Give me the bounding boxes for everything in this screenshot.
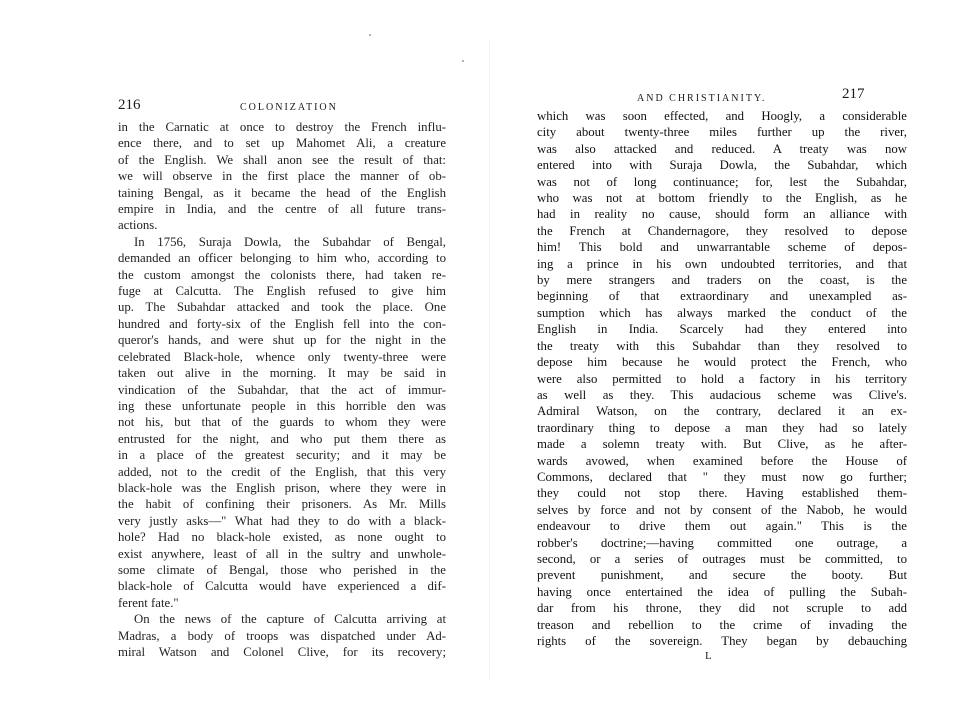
text-line: sumption which has always marked the conduct of the (537, 305, 907, 320)
text-line: taken out alive in the morning. It may be said in (118, 366, 446, 381)
text-line: beginning of that extraordinary and unexampled as- (537, 289, 907, 304)
text-line: the French at Chandernagore, they resolved to depose (537, 223, 907, 238)
text-line: Madras, a body of troops was dispatched under Ad- (118, 628, 446, 643)
text-line: taining Bengal, as it became the head of the English (118, 185, 446, 200)
text-line: was not of long continuance; for, lest the Subahdar, (537, 174, 907, 189)
right-body-text (537, 108, 907, 649)
text-line: In 1756, Suraja Dowla, the Subahdar of Bengal, (134, 234, 446, 249)
text-line: On the news of the capture of Calcutta arriving at (134, 612, 446, 627)
text-line: as well as they. This audacious scheme was Clive's. (537, 387, 907, 402)
text-line: him! This bold and unwarrantable scheme of depos- (537, 240, 907, 255)
text-line: rights of the sovereign. They began by debauching (537, 634, 907, 648)
text-line: traordinary thing to depose a man they had so lately (537, 420, 907, 435)
text-line: some climate of Bengal, those who perished in the (118, 562, 446, 577)
running-title: COLONIZATION (240, 102, 338, 113)
text-line: entrusted for the night, and who put them there as (118, 431, 446, 446)
text-line: endeavour to drive them out again." This is the (537, 519, 907, 534)
text-line: in a place of the greatest security; and it may be (118, 448, 446, 463)
right-page (490, 0, 980, 717)
text-line: second, or a series of outrages must be committed, to (537, 551, 907, 566)
text-line: were also permitted to hold a factory in his territory (537, 371, 907, 386)
text-line: the habit of confining their prisoners. As Mr. Mills (118, 497, 446, 512)
text-line: black-hole of Calcutta would have experienced a dif- (118, 579, 446, 594)
text-line: exist anywhere, least of all in the sultry and unwhole- (118, 546, 446, 561)
text-line: demanded an officer belonging to him who, according to (118, 251, 446, 266)
text-line: hole? Had no black-hole existed, as none ought to (118, 530, 446, 545)
text-line: ferent fate." (118, 595, 179, 610)
text-line: they could not stop there. Having established them- (537, 486, 907, 501)
signature-mark: L (705, 650, 713, 662)
text-line: by mere strangers and traders on the coast, is the (537, 273, 907, 288)
text-line: depose him because he would protect the French, who (537, 355, 907, 370)
text-line: had in reality no cause, should form an alliance with (537, 207, 907, 222)
text-line: miral Watson and Colonel Clive, for its recovery; (118, 645, 446, 659)
text-line: of the English. We shall anon see the result of that: (118, 152, 446, 167)
text-line: empire in India, and the centre of all future trans- (118, 202, 446, 217)
text-line: fuge at Calcutta. The English refused to give him (118, 284, 446, 299)
text-line: robber's doctrine;—having committed one outrage, a (537, 535, 907, 550)
running-title: AND CHRISTIANITY. (637, 93, 767, 104)
page-number: 217 (842, 86, 865, 102)
paper-speck (369, 34, 371, 36)
text-line: selves by force and not by consent of the Nabob, he would (537, 502, 907, 517)
text-line: vindication of the Subahdar, that the act of immur- (118, 382, 446, 397)
text-line: the treaty with this Subahdar than they resolved to (537, 338, 907, 353)
text-line: in the Carnatic at once to destroy the French influ- (118, 120, 446, 134)
text-line: added, not to the credit of the English, that this very (118, 464, 446, 479)
text-line: entered into with Suraja Dowla, the Subahdar, which (537, 158, 907, 173)
text-line: celebrated Black-hole, whence only twenty-three were (118, 349, 446, 364)
text-line: ence there, and to set up Mahomet Ali, a creature (118, 136, 446, 151)
text-line: wards avowed, when examined before the House of (537, 453, 907, 468)
text-line: ing a prince in his own undoubted territories, and that (537, 256, 907, 271)
text-line: we will observe in the first place the manner of ob- (118, 169, 446, 184)
text-line: prevent punishment, and secure the booty. But (537, 568, 907, 583)
text-line: was also attacked and reduced. A treaty was now (537, 141, 907, 156)
left-body-text (118, 119, 446, 660)
page-number: 216 (118, 97, 141, 113)
text-line: who was not at bottom friendly to the English, as he (537, 191, 907, 206)
text-line: treason and rebellion to the crime of invading the (537, 617, 907, 632)
text-line: very justly asks—" What had they to do with a black- (118, 513, 446, 528)
text-line: having once entertained the idea of pulling the Subah- (537, 584, 907, 599)
text-line: up. The Subahdar attacked and took the place. One (118, 300, 446, 315)
text-line: hundred and forty-six of the English fell into the con- (118, 316, 446, 331)
text-line: made a solemn treaty with. But Clive, as he after- (537, 437, 907, 452)
text-line: city about twenty-three miles further up the river, (537, 125, 907, 140)
text-line: Commons, declared that " they must now go further; (537, 469, 907, 484)
text-line: dar from his throne, they did not scruple to add (537, 601, 907, 616)
paper-speck (462, 60, 464, 62)
text-line: English in India. Scarcely had they entered into (537, 322, 907, 337)
text-line: Admiral Watson, on the contrary, declared it an ex- (537, 404, 907, 419)
text-line: which was soon effected, and Hoogly, a considerable (537, 109, 907, 123)
text-line: not his, but that of the guards to whom they were (118, 415, 446, 430)
text-line: black-hole was the English prison, where they were in (118, 480, 446, 495)
text-line: queror's hands, and were shut up for the night in the (118, 333, 446, 348)
text-line: ing these unfortunate people in this horrible den was (118, 398, 446, 413)
text-line: the custom amongst the colonists there, had taken re- (118, 267, 446, 282)
text-line: actions. (118, 218, 158, 233)
